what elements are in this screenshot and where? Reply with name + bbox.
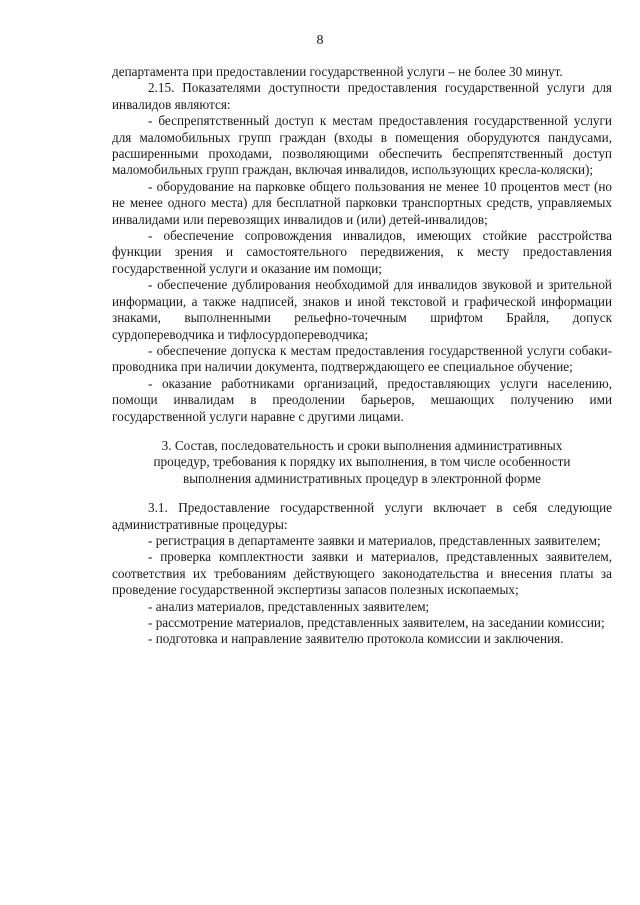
list-item: - обеспечение сопровождения инвалидов, имеющих стойкие расстройства функции зрения и самостоятельного передвижения, к месту предоставления государственной услуги и оказание им помощи; [112, 228, 612, 276]
list-item: - оборудование на парковке общего пользования не менее 10 процентов мест (но не менее одного места) для бесплатной парковки транспортных средств, управляемых инвалидами или перевозящих инвалидов и (или) детей-инвалидов; [112, 178, 612, 227]
page-number: 8 [316, 33, 324, 48]
list-item: - рассмотрение материалов, представленных заявителем, на заседании комиссии; [148, 615, 605, 630]
list-item: - обеспечение допуска к местам предоставления государственной услуги собаки-проводника при наличии документа, подтверждающего ее специальное обучение; [112, 342, 612, 375]
list-item: - беспрепятственный доступ к местам предоставления государственной услуги для маломобильных групп граждан (входы в помещения оборудуются пандусами, расширенными проходами, позволяющими обеспечить беспрепятственный доступ маломобильных групп граждан, включая инвалидов, использующих кресла-коляски); [112, 113, 612, 178]
list-item: - обеспечение дублирования необходимой для инвалидов звуковой и зрительной информации, а также надписей, знаков и иной текстовой и графической информации знаками, выполненными рельефно-точечным шрифтом Брайля, допуск сурдопереводчика и тифлосурдопереводчика; [112, 277, 612, 342]
list-item: - анализ материалов, представленных заявителем; [148, 598, 430, 614]
list-item: - подготовка и направление заявителю протокола комиссии и заключения. [148, 631, 564, 647]
document-body [112, 64, 612, 648]
heading-line: процедур, требования к порядку их выполнения, в том числе особенности [153, 454, 571, 470]
list-item: - проверка комплектности заявки и материалов, представленных заявителем, соответствия их требованиям действующего законодательства и внесения платы за проведение государственной экспертизы запасов полезных ископаемых; [112, 549, 612, 598]
list-item: - оказание работниками организаций, предоставляющих услуги населению, помощи инвалидам в преодолении барьеров, мешающих получению ими государственной услуги наравне с другими лицами. [112, 375, 612, 424]
item-2-15: 2.15. Показателями доступности предоставления государственной услуги для инвалидов являются: [112, 80, 612, 112]
heading-line: выполнения административных процедур в электронной форме [182, 470, 542, 486]
item-3-1: 3.1. Предоставление государственной услуги включает в себя следующие административные процедуры: [112, 500, 612, 532]
continuation-paragraph: департамента при предоставлении государственной услуги – не более 30 минут. [112, 64, 563, 79]
list-item: - регистрация в департаменте заявки и материалов, представленных заявителем; [148, 532, 601, 548]
heading-line: 3. Состав, последовательность и сроки выполнения административных [161, 437, 563, 453]
section-3-heading [112, 438, 612, 487]
